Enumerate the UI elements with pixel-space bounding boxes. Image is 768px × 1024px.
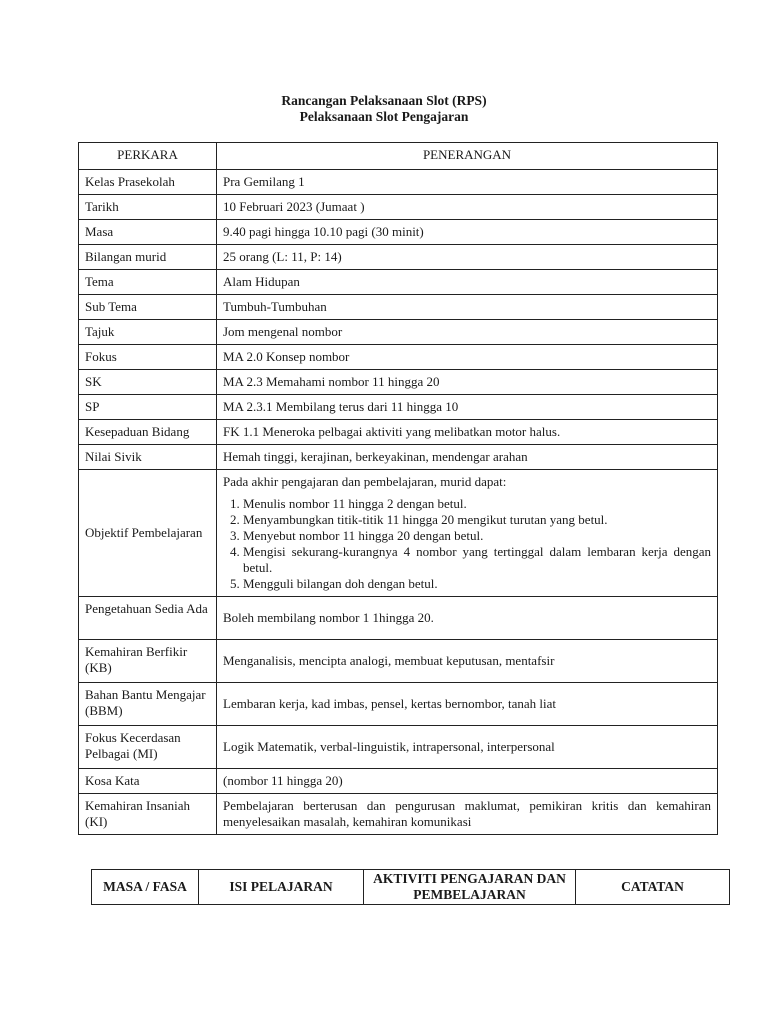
row-value: Pra Gemilang 1 bbox=[217, 170, 718, 195]
table-row bbox=[79, 420, 718, 445]
row-value: Boleh membilang nombor 1 1hingga 20. bbox=[217, 597, 718, 640]
row-label: Fokus bbox=[79, 345, 217, 370]
row-value: MA 2.3.1 Membilang terus dari 11 hingga 10 bbox=[217, 395, 718, 420]
row-label: Bahan Bantu Mengajar (BBM) bbox=[79, 683, 217, 726]
row-value: Hemah tinggi, kerajinan, berkeyakinan, mendengar arahan bbox=[217, 445, 718, 470]
row-value: (nombor 11 hingga 20) bbox=[217, 769, 718, 794]
document-title bbox=[0, 93, 768, 125]
title-line-2: Pelaksanaan Slot Pengajaran bbox=[299, 109, 469, 124]
table-row bbox=[79, 295, 718, 320]
row-label: Kemahiran Insaniah (KI) bbox=[79, 794, 217, 835]
table-row bbox=[79, 345, 718, 370]
row-value: 9.40 pagi hingga 10.10 pagi (30 minit) bbox=[217, 220, 718, 245]
row-label: Kosa Kata bbox=[79, 769, 217, 794]
table-row bbox=[79, 794, 718, 835]
table-row bbox=[79, 270, 718, 295]
row-value: Menganalisis, mencipta analogi, membuat keputusan, mentafsir bbox=[217, 640, 718, 683]
objektif-content bbox=[217, 470, 718, 597]
list-item: 2. Menyambungkan titik-titik 11 hingga 20 mengikut turutan yang betul. bbox=[243, 512, 711, 528]
table-row bbox=[79, 320, 718, 345]
row-value: MA 2.0 Konsep nombor bbox=[217, 345, 718, 370]
objektif-row bbox=[79, 470, 718, 597]
row-label: Kemahiran Berfikir (KB) bbox=[79, 640, 217, 683]
header-catatan: CATATAN bbox=[576, 870, 730, 905]
objektif-list bbox=[223, 496, 711, 592]
row-value: 25 orang (L: 11, P: 14) bbox=[217, 245, 718, 270]
row-value: Tumbuh-Tumbuhan bbox=[217, 295, 718, 320]
list-item: 1. Menulis nombor 11 hingga 2 dengan betul. bbox=[243, 496, 711, 512]
table-row bbox=[79, 726, 718, 769]
list-item: 5. Mengguli bilangan doh dengan betul. bbox=[243, 576, 711, 592]
table-header-row bbox=[79, 143, 718, 170]
row-value: Jom mengenal nombor bbox=[217, 320, 718, 345]
table-row bbox=[79, 683, 718, 726]
header-isi-pelajaran: ISI PELAJARAN bbox=[199, 870, 364, 905]
table-row bbox=[79, 245, 718, 270]
title-line-1: Rancangan Pelaksanaan Slot (RPS) bbox=[281, 93, 487, 108]
header-penerangan: PENERANGAN bbox=[217, 143, 718, 170]
row-label: Sub Tema bbox=[79, 295, 217, 320]
table-row bbox=[79, 220, 718, 245]
objektif-label: Objektif Pembelajaran bbox=[79, 470, 217, 597]
row-value: Logik Matematik, verbal-linguistik, intrapersonal, interpersonal bbox=[217, 726, 718, 769]
activity-table-header bbox=[91, 869, 730, 905]
rps-table bbox=[78, 142, 718, 835]
row-label: Kesepaduan Bidang bbox=[79, 420, 217, 445]
table-row bbox=[79, 395, 718, 420]
table-row bbox=[79, 597, 718, 640]
list-item: 4. Mengisi sekurang-kurangnya 4 nombor yang tertinggal dalam lembaran kerja dengan betul. bbox=[243, 544, 711, 576]
table-row bbox=[79, 445, 718, 470]
row-value: FK 1.1 Meneroka pelbagai aktiviti yang melibatkan motor halus. bbox=[217, 420, 718, 445]
objektif-intro: Pada akhir pengajaran dan pembelajaran, murid dapat: bbox=[223, 474, 507, 489]
row-label: Tarikh bbox=[79, 195, 217, 220]
list-item: 3. Menyebut nombor 11 hingga 20 dengan betul. bbox=[243, 528, 711, 544]
row-value: MA 2.3 Memahami nombor 11 hingga 20 bbox=[217, 370, 718, 395]
row-label: Tema bbox=[79, 270, 217, 295]
table-row bbox=[79, 640, 718, 683]
table-row bbox=[79, 769, 718, 794]
row-label: Pengetahuan Sedia Ada bbox=[79, 597, 217, 640]
row-value: Lembaran kerja, kad imbas, pensel, kertas bernombor, tanah liat bbox=[217, 683, 718, 726]
header-masa-fasa: MASA / FASA bbox=[92, 870, 199, 905]
row-label: Bilangan murid bbox=[79, 245, 217, 270]
header-aktiviti: AKTIVITI PENGAJARAN DAN PEMBELAJARAN bbox=[364, 870, 576, 905]
row-label: Fokus Kecerdasan Pelbagai (MI) bbox=[79, 726, 217, 769]
row-label: Nilai Sivik bbox=[79, 445, 217, 470]
row-label: Masa bbox=[79, 220, 217, 245]
row-label: Tajuk bbox=[79, 320, 217, 345]
header-perkara: PERKARA bbox=[79, 143, 217, 170]
row-label: SK bbox=[79, 370, 217, 395]
activity-header-row bbox=[92, 870, 730, 905]
table-row bbox=[79, 170, 718, 195]
row-value: Alam Hidupan bbox=[217, 270, 718, 295]
table-row bbox=[79, 195, 718, 220]
row-label: SP bbox=[79, 395, 217, 420]
row-label: Kelas Prasekolah bbox=[79, 170, 217, 195]
row-value: 10 Februari 2023 (Jumaat ) bbox=[217, 195, 718, 220]
row-value: Pembelajaran berterusan dan pengurusan maklumat, pemikiran kritis dan kemahiran menyelesaikan masalah, kemahiran komunikasi bbox=[217, 794, 718, 835]
table-row bbox=[79, 370, 718, 395]
